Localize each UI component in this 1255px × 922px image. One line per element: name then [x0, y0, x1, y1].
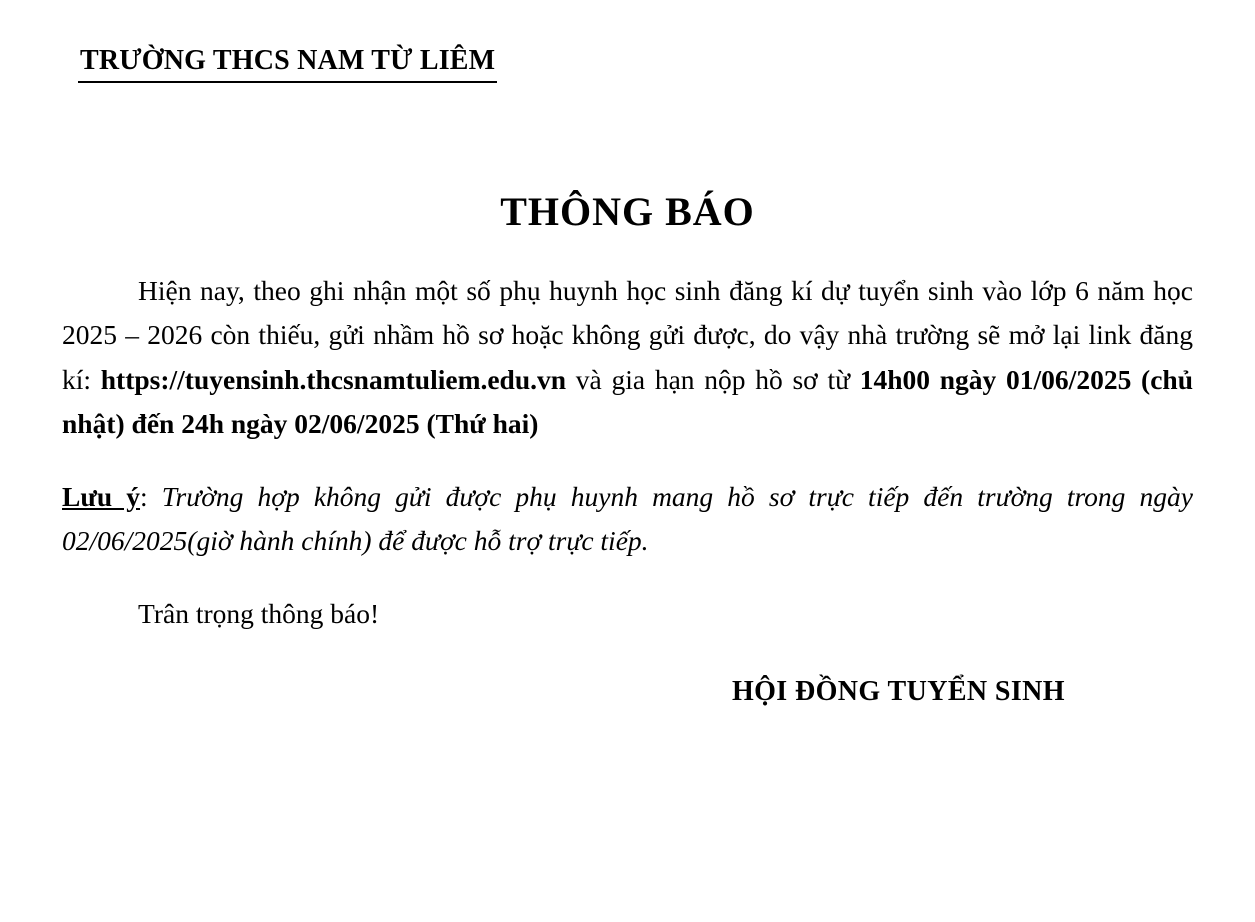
note-colon: :	[140, 480, 148, 512]
signature-block: HỘI ĐỒNG TUYỂN SINH	[731, 676, 1065, 708]
registration-link[interactable]: https://tuyensinh.thcsnamtuliem.edu.vn	[100, 363, 567, 395]
deadline-text: 14h00 ngày 01/06/2025 (chủ nhật) đến 24h ngày 02/06/2025 (Thứ hai)	[62, 363, 1193, 440]
main-paragraph-part1: Hiện nay, theo ghi nhận một số phụ huynh học sinh đăng kí dự tuyển sinh vào lớp 6 năm học 2025 – 2026 còn thiếu, gửi nhầm hồ sơ hoặc không gửi được, do vậy nhà trường sẽ mở lại link đăng kí:	[62, 274, 1193, 395]
page-title: THÔNG BÁO	[500, 188, 755, 234]
school-header: TRƯỜNG THCS NAM TỪ LIÊM	[78, 44, 497, 83]
document-body	[62, 269, 1193, 637]
note-text: Trường hợp không gửi được phụ huynh mang hồ sơ trực tiếp đến trường trong ngày 02/06/2025(giờ hành chính) để được hỗ trợ trực tiếp.	[62, 480, 1193, 557]
note-paragraph	[62, 475, 1193, 564]
note-label: Lưu ý	[62, 480, 141, 512]
main-paragraph-part2: và gia hạn nộp hồ sơ từ	[566, 363, 860, 395]
main-paragraph	[62, 269, 1193, 447]
closing-paragraph: Trân trọng thông báo!	[138, 597, 380, 629]
